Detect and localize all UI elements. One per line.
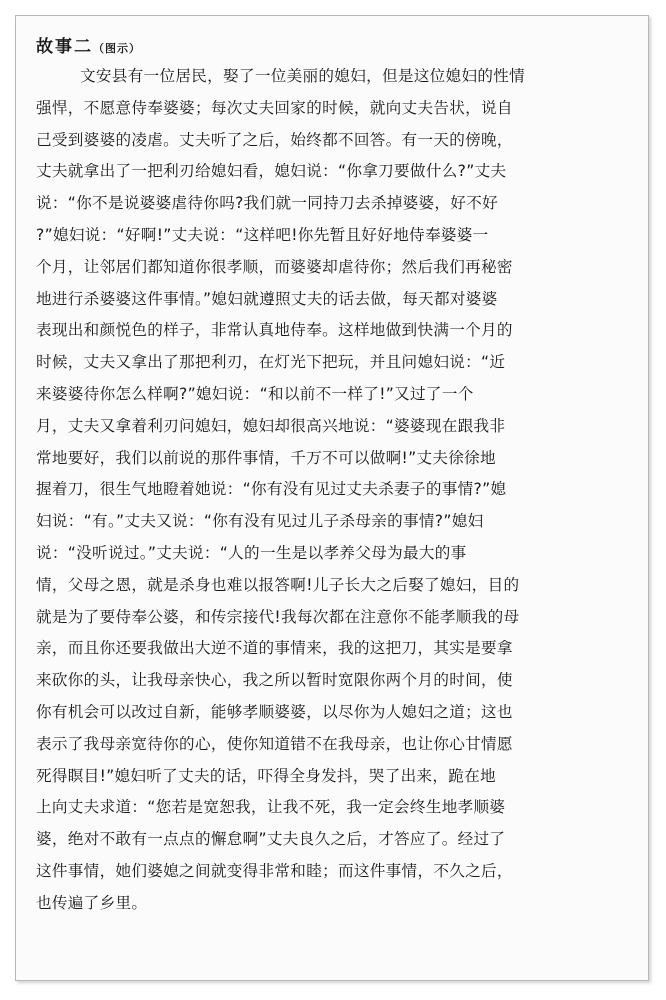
text-line: 情，父母之恩，就是杀身也难以报答啊!儿子长大之后娶了媳妇，目的 [36,575,520,594]
text-line: ?”媳妇说：“好啊!”丈夫说：“这样吧!你先暂且好好地侍奉婆婆一 [36,225,489,244]
text-line: 来砍你的头，让我母亲快心，我之所以暂时宽限你两个月的时间，使 [36,671,513,690]
text-line: 强悍，不愿意侍奉婆婆；每次丈夫回家的时候，就向丈夫告状，说自 [36,98,513,117]
text-line: 这件事情，她们婆媳之间就变得非常和睦；而这件事情，不久之后， [36,861,513,880]
text-line: 死得瞑目!”媳妇听了丈夫的话，吓得全身发抖，哭了出来，跪在地 [36,766,496,785]
text-line: 也传遍了乡里。 [36,893,148,912]
text-line: 时候，丈夫又拿出了那把利刃，在灯光下把玩，并且问媳妇说：“近 [36,353,506,372]
text-line: 上向丈夫求道：“您若是宽恕我，让我不死，我一定会终生地孝顺婆 [36,798,506,817]
text-line: 婆，绝对不敢有一点点的懈怠啊”丈夫良久之后，才答应了。经过了 [36,830,506,849]
text-line: 个月，让邻居们都知道你很孝顺，而婆婆却虐待你；然后我们再秘密 [36,257,513,276]
story-title [36,34,640,60]
text-line: 说：“没听说过。”丈夫说：“人的一生是以孝养父母为最大的事 [36,543,467,562]
text-line: 握着刀，很生气地瞪着她说：“你有没有见过丈夫杀妻子的事情?”媳 [36,480,507,499]
text-line: 表示了我母亲宽待你的心，使你知道错不在我母亲，也让你心甘情愿 [36,734,513,753]
text-line: 常地要好，我们以前说的那件事情，千万不可以做啊!”丈夫徐徐地 [36,448,496,467]
text-line: 己受到婆婆的凌虐。丈夫听了之后，始终都不回答。有一天的傍晚， [36,130,513,149]
story-title-main: 故事二 [36,37,93,57]
story-title-sub: （图示） [93,42,141,55]
text-line: 妇说：“有。”丈夫又说：“你有没有见过儿子杀母亲的事情?”媳妇 [36,512,484,531]
text-line: 就是为了要侍奉公婆，和传宗接代!我每次都在注意你不能孝顺我的母 [36,607,520,626]
text-line: 表现出和颜悦色的样子，非常认真地侍奉。这样地做到快满一个月的 [36,321,513,340]
text-line: 月，丈夫又拿着利刃问媳妇，媳妇却很高兴地说：“婆婆现在跟我非 [36,416,506,435]
page-frame [15,15,649,981]
text-line: 丈夫就拿出了一把利刃给媳妇看，媳妇说：“你拿刀要做什么?”丈夫 [36,162,507,181]
text-line: 亲，而且你还要我做出大逆不道的事情来，我的这把刀，其实是要拿 [36,639,513,658]
text-line: 文安县有一位居民，娶了一位美丽的媳妇，但是这位媳妇的性情 [80,67,526,85]
story-body [36,61,640,920]
text-line: 说：“你不是说婆婆虐待你吗?我们就一同持刀去杀掉婆婆，好不好 [36,194,498,213]
story-content [36,34,640,920]
text-line: 地进行杀婆婆这件事情。”媳妇就遵照丈夫的话去做，每天都对婆婆 [36,289,498,308]
text-line: 你有机会可以改过自新，能够孝顺婆婆，以尽你为人媳妇之道；这也 [36,702,513,721]
text-line: 来婆婆待你怎么样啊?”媳妇说：“和以前不一样了!”又过了一个 [36,384,474,403]
